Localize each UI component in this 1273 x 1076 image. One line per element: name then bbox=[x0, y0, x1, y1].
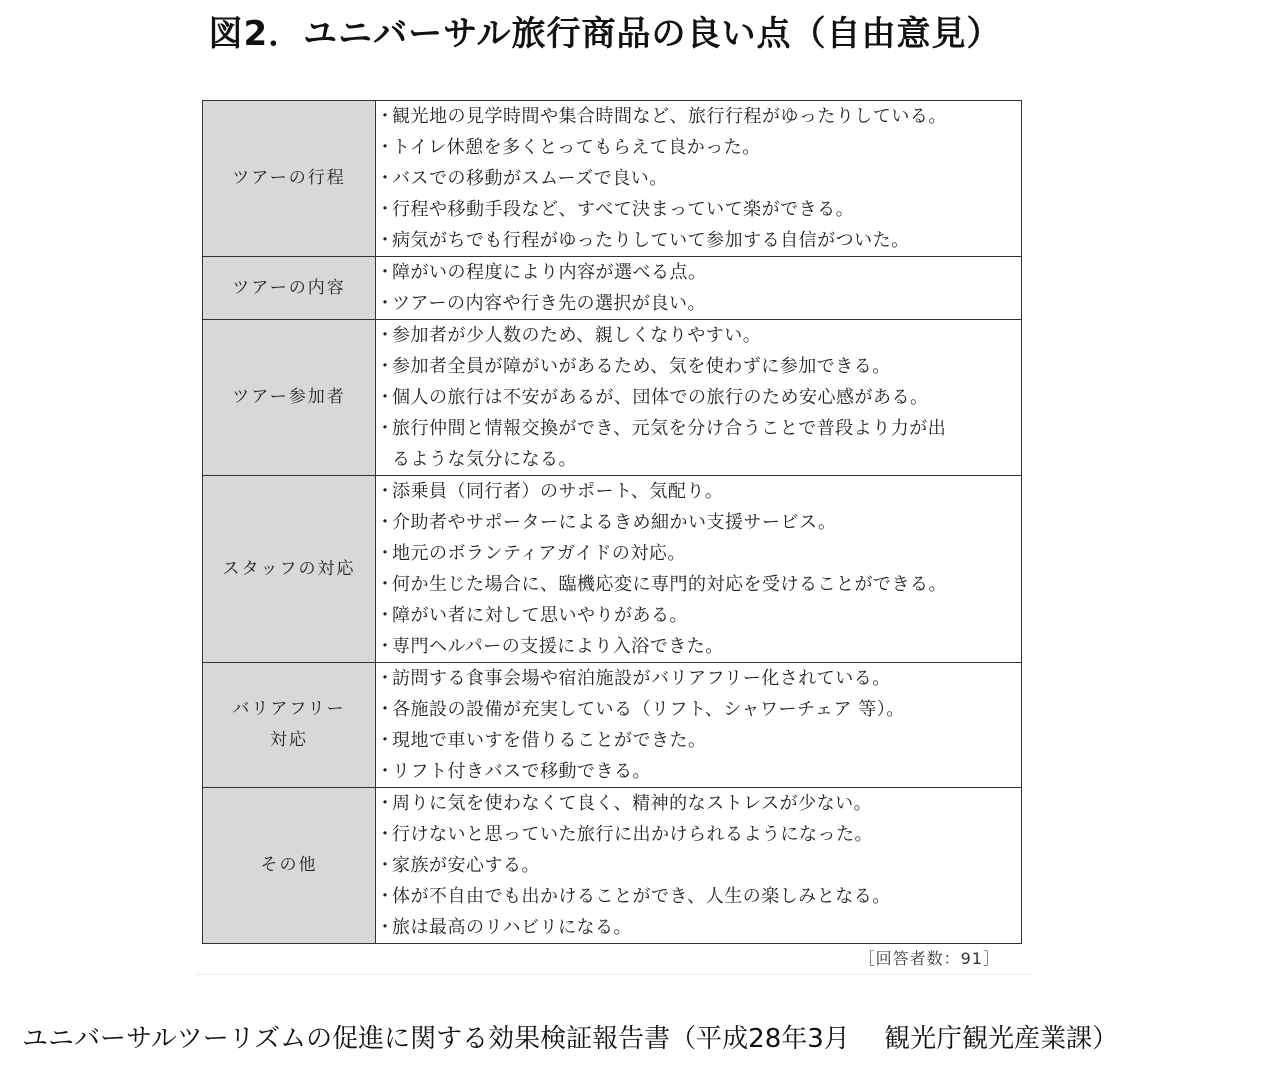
category-label: 対応 bbox=[270, 730, 308, 750]
list-item: ・周りに気を使わなくて良く、精神的なストレスが少ない。 bbox=[376, 788, 1021, 819]
bullet-icon: ・ bbox=[376, 855, 395, 876]
list-item: ・トイレ休憩を多くとってもらえて良かった。 bbox=[376, 132, 1021, 163]
bullet-icon: ・ bbox=[376, 668, 395, 689]
bullet-icon: ・ bbox=[376, 917, 395, 938]
list-item: ・家族が安心する。 bbox=[376, 850, 1021, 881]
category-label: バリアフリー bbox=[232, 699, 346, 719]
opinions-table bbox=[202, 100, 1022, 944]
list-item: ・ツアーの内容や行き先の選択が良い。 bbox=[376, 288, 1021, 319]
bullet-icon: ・ bbox=[376, 293, 395, 314]
list-item: ・何か生じた場合に、臨機応変に専門的対応を受けることができる。 bbox=[376, 569, 1021, 600]
items-cell bbox=[376, 476, 1022, 663]
items-cell bbox=[376, 320, 1022, 476]
category-label: ツアー参加者 bbox=[232, 387, 346, 407]
list-item: ・介助者やサポーターによるきめ細かい支援サービス。 bbox=[376, 507, 1021, 538]
bullet-icon: ・ bbox=[376, 730, 395, 751]
table-row bbox=[203, 101, 1022, 257]
category-label: ツアーの行程 bbox=[232, 168, 346, 188]
bullet-icon: ・ bbox=[376, 574, 395, 595]
bullet-icon: ・ bbox=[376, 793, 395, 814]
bullet-icon: ・ bbox=[376, 137, 395, 158]
items-cell bbox=[376, 788, 1022, 944]
list-item: ・行けないと思っていた旅行に出かけられるようになった。 bbox=[376, 819, 1021, 850]
bullet-icon: ・ bbox=[376, 106, 395, 127]
list-item: ・地元のボランティアガイドの対応。 bbox=[376, 538, 1021, 569]
bullet-icon: ・ bbox=[376, 605, 395, 626]
list-item: ・障がい者に対して思いやりがある。 bbox=[376, 600, 1021, 631]
list-item: ・添乗員（同行者）のサポート、気配り。 bbox=[376, 476, 1021, 507]
category-cell bbox=[203, 257, 376, 320]
list-item: ・バスでの移動がスムーズで良い。 bbox=[376, 163, 1021, 194]
bullet-icon: ・ bbox=[376, 356, 395, 377]
list-item: ・専門ヘルパーの支援により入浴できた。 bbox=[376, 631, 1021, 662]
bullet-icon: ・ bbox=[376, 636, 395, 657]
bullet-icon: ・ bbox=[376, 262, 395, 283]
bullet-icon: ・ bbox=[376, 512, 395, 533]
list-item: ・旅は最高のリハビリになる。 bbox=[376, 912, 1021, 943]
bullet-icon: ・ bbox=[376, 230, 395, 251]
list-item: ・個人の旅行は不安があるが、団体での旅行のため安心感がある。 bbox=[376, 382, 1021, 413]
table-row bbox=[203, 663, 1022, 788]
figure-title: 図2．ユニバーサル旅行商品の良い点（自由意見） bbox=[208, 14, 1002, 54]
list-item: ・訪問する食事会場や宿泊施設がバリアフリー化されている。 bbox=[376, 663, 1021, 694]
list-item: ・病気がちでも行程がゆったりしていて参加する自信がついた。 bbox=[376, 225, 1021, 256]
bullet-icon: ・ bbox=[376, 199, 395, 220]
bullet-icon: ・ bbox=[376, 886, 395, 907]
source-citation: ユニバーサルツーリズムの促進に関する効果検証報告書（平成28年3月 観光庁観光産業課） bbox=[22, 1024, 1119, 1054]
bullet-icon: ・ bbox=[376, 481, 395, 502]
list-item: ・現地で車いすを借りることができた。 bbox=[376, 725, 1021, 756]
category-label: ツアーの内容 bbox=[232, 277, 346, 298]
category-cell bbox=[203, 788, 376, 944]
list-item: ・参加者全員が障がいがあるため、気を使わずに参加できる。 bbox=[376, 351, 1021, 382]
list-item: ・観光地の見学時間や集合時間など、旅行行程がゆったりしている。 bbox=[376, 101, 1021, 132]
list-item: ・障がいの程度により内容が選べる点。 bbox=[376, 257, 1021, 288]
items-cell bbox=[376, 257, 1022, 320]
table-row bbox=[203, 320, 1022, 476]
list-item: ・リフト付きバスで移動できる。 bbox=[376, 756, 1021, 787]
category-label: その他 bbox=[260, 855, 318, 875]
bullet-icon: ・ bbox=[376, 761, 395, 782]
items-cell bbox=[376, 663, 1022, 788]
table-row bbox=[203, 476, 1022, 663]
table-row bbox=[203, 257, 1022, 320]
list-item: ・旅行仲間と情報交換ができ、元気を分け合うことで普段より力が出 bbox=[376, 413, 1021, 444]
list-item: ・行程や移動手段など、すべて決まっていて楽ができる。 bbox=[376, 194, 1021, 225]
category-cell bbox=[203, 320, 376, 476]
category-cell bbox=[203, 476, 376, 663]
table-row bbox=[203, 788, 1022, 944]
bullet-icon: ・ bbox=[376, 325, 395, 346]
bullet-icon: ・ bbox=[376, 543, 395, 564]
respondent-count: ［回答者数：91］ bbox=[858, 949, 1000, 968]
list-item: ・各施設の設備が充実している（リフト、シャワーチェア 等）。 bbox=[376, 694, 1021, 725]
list-item: ・参加者が少人数のため、親しくなりやすい。 bbox=[376, 320, 1021, 351]
category-cell bbox=[203, 663, 376, 788]
bullet-icon: ・ bbox=[376, 824, 395, 845]
bullet-icon: ・ bbox=[376, 418, 395, 439]
bullet-icon: ・ bbox=[376, 168, 395, 189]
category-cell bbox=[203, 101, 376, 257]
bullet-icon: ・ bbox=[376, 387, 395, 408]
list-item: ・体が不自由でも出かけることができ、人生の楽しみとなる。 bbox=[376, 881, 1021, 912]
divider bbox=[196, 974, 1034, 975]
list-item-continuation: るような気分になる。 bbox=[392, 449, 577, 470]
bullet-icon: ・ bbox=[376, 699, 395, 720]
items-cell bbox=[376, 101, 1022, 257]
category-label: スタッフの対応 bbox=[222, 558, 356, 579]
